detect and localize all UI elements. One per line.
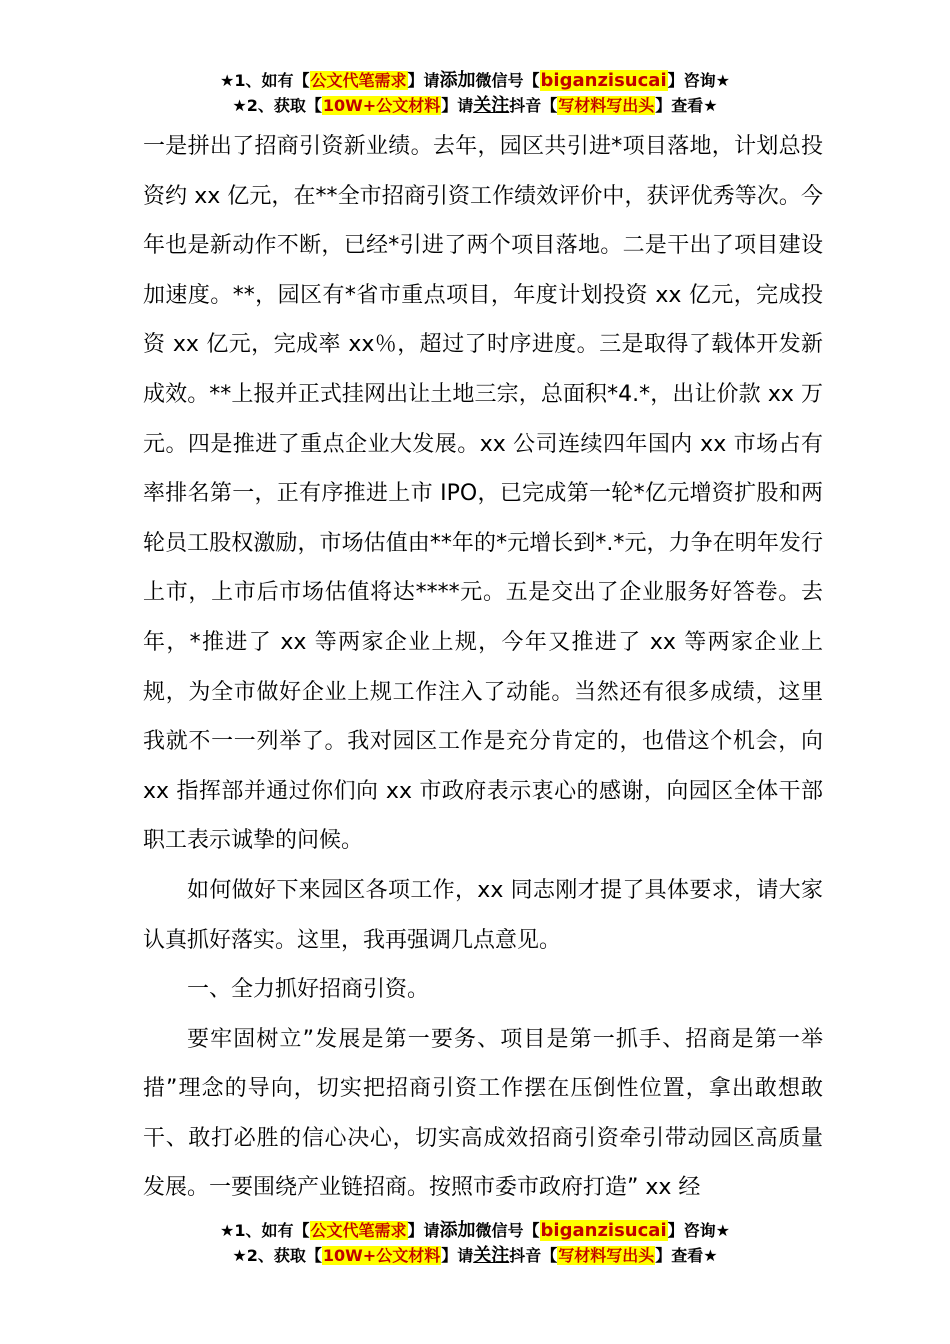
section-heading: 一、全力抓好招商引资。 <box>187 977 430 1003</box>
promo-douyin-id: 写材料写出头 <box>558 1246 655 1265</box>
paragraph-achievements: 一是拼出了招商引资新业绩。去年，园区共引进*项目落地，计划总投资约 xx 亿元，在**全市招商引资工作绩效评价中，获评优秀等次。今年也是新动作不断，已经*引进了两个项目落地。二是干出了项目建设加速度。**，园区有*省市重点项目，年度计划投资 xx 亿元，完成投资 xx 亿元，完成率 xx％，超过了时序进度。三是取得了载体开发新成效。**上报并正式挂网出让土地三宗，总面积*4.*，出让价款 xx 万元。四是推进了重点企业大发展。xx 公司连续四年国内 xx 市场占有率排名第一，正有序推进上市 IPO，已完成第一轮*亿元增资扩股和两轮员工股权激励，市场估值由**年的*元增长到*.*元，力争在明年发行上市，上市后市场估值将达****元。五是交出了企业服务好答卷。去年，*推进了 xx 等两家企业上规，今年又推进了 xx 等两家企业上规，为全市做好企业上规工作注入了动能。当然还有很多成绩，这里我就不一一列举了。我对园区工作是充分肯定的，也借这个机会，向 xx 指挥部并通过你们向 xx 市政府表示衷心的感谢，向园区全体干部职工表示诚挚的问候。 <box>143 134 823 854</box>
promo-text: ★1、如有【 <box>220 1221 310 1240</box>
promo-text: 微信号【 <box>475 1221 540 1240</box>
promo-emphasis: 关注 <box>473 1245 510 1266</box>
promo-text: 抖音【 <box>509 1246 558 1265</box>
promo-text: 】查看★ <box>655 96 718 115</box>
promo-text: 】请 <box>441 96 474 115</box>
promo-text: 】咨询★ <box>667 1221 730 1240</box>
paragraph-intro: 如何做好下来园区各项工作，xx 同志刚才提了具体要求，请大家认真抓好落实。这里，我再强调几点意见。 <box>143 877 823 953</box>
promo-text: 】请 <box>407 71 440 90</box>
promo-highlight: 公文代笔需求 <box>310 1221 407 1240</box>
promo-wechat-id: biganzisucai <box>540 70 667 91</box>
promo-text: 】咨询★ <box>667 71 730 90</box>
promo-highlight: 10W+公文材料 <box>322 96 441 115</box>
promo-text: 】请 <box>441 1246 474 1265</box>
promo-wechat-id: biganzisucai <box>540 1220 667 1241</box>
promo-text: 】查看★ <box>655 1246 718 1265</box>
promo-text: ★2、获取【 <box>232 1246 322 1265</box>
promo-highlight: 公文代笔需求 <box>310 71 407 90</box>
document-body <box>143 122 823 1213</box>
promo-emphasis: 添加 <box>439 1220 476 1241</box>
promo-line-2 <box>0 93 950 118</box>
paragraph-investment: 要牢固树立”发展是第一要务、项目是第一抓手、招商是第一举措”理念的导向，切实把招商引资工作摆在压倒性位置，拿出敢想敢干、敢打必胜的信心决心，切实高成效招商引资牵引带动园区高质量发展。一要围绕产业链招商。按照市委市政府打造” xx 经 <box>143 1026 823 1201</box>
promo-emphasis: 添加 <box>439 70 476 91</box>
promo-line-1 <box>0 1218 950 1243</box>
promo-text: 抖音【 <box>509 96 558 115</box>
promo-line-1 <box>0 68 950 93</box>
promo-text: ★1、如有【 <box>220 71 310 90</box>
promo-highlight: 10W+公文材料 <box>322 1246 441 1265</box>
promo-emphasis: 关注 <box>473 95 510 116</box>
promo-text: 】请 <box>407 1221 440 1240</box>
top-promo-banner <box>0 68 950 118</box>
promo-text: 微信号【 <box>475 71 540 90</box>
promo-line-2 <box>0 1243 950 1268</box>
promo-text: ★2、获取【 <box>232 96 322 115</box>
bottom-promo-banner <box>0 1218 950 1268</box>
promo-douyin-id: 写材料写出头 <box>558 96 655 115</box>
